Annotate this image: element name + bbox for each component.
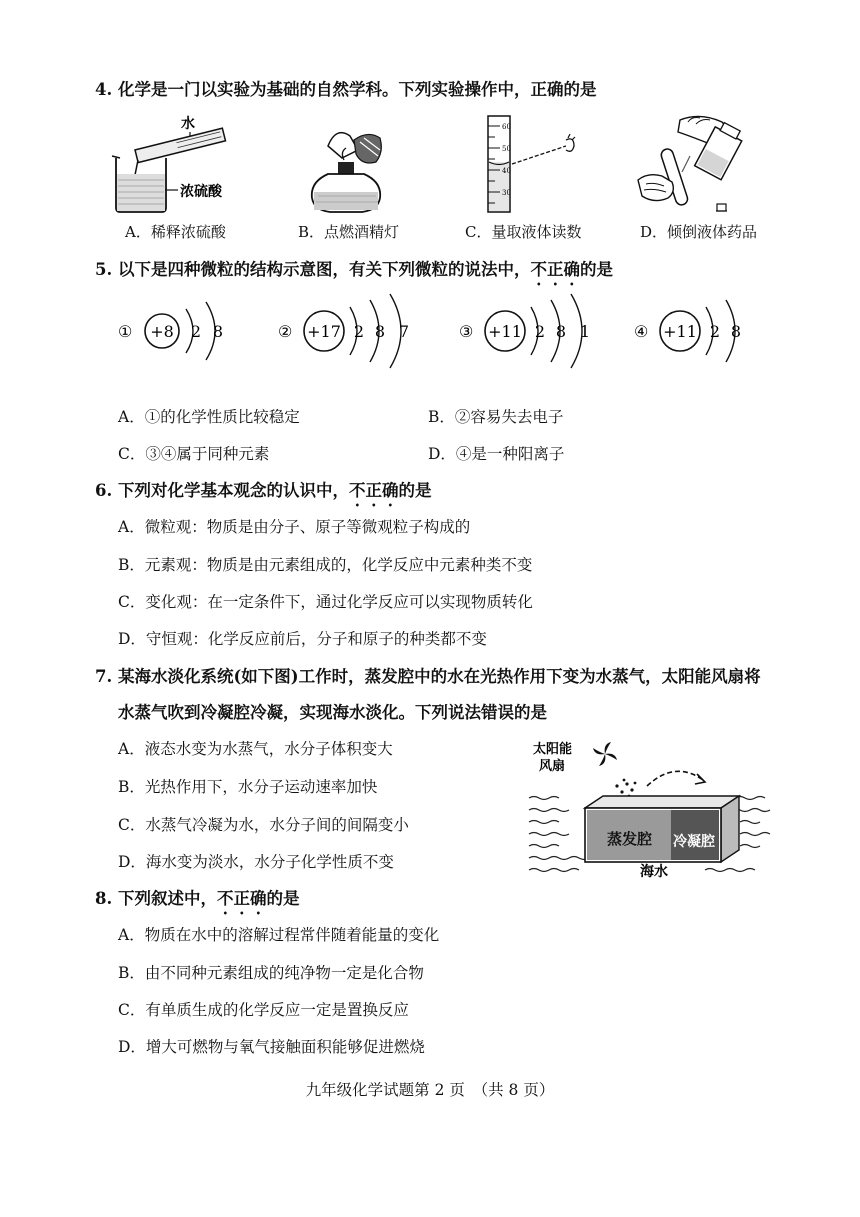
tick-label: 30 [502, 189, 511, 197]
q7-option-d: D．海水变为淡水，水分子化学性质不变 [118, 853, 394, 871]
particle-1 [118, 302, 223, 360]
svg-text:8: 8 [555, 322, 567, 341]
particle-3 [459, 294, 590, 368]
svg-text:④: ④ [634, 322, 649, 341]
figure-cylinder-reading [470, 112, 585, 215]
svg-text:+17: +17 [307, 322, 341, 341]
q8-option-d: D．增大可燃物与氧气接触面积能够促进燃烧 [118, 1038, 425, 1056]
page-footer: 九年级化学试题第 2 页 （共 8 页） [305, 1081, 555, 1099]
svg-text:+11: +11 [663, 322, 697, 341]
svg-text:蒸发腔: 蒸发腔 [607, 830, 653, 848]
atomic-structure-diagrams [110, 290, 790, 375]
q7-option-c: C．水蒸气冷凝为水，水分子间的间隔变小 [118, 816, 409, 834]
q5-option-b: B．②容易失去电子 [428, 408, 564, 426]
svg-text:8: 8 [212, 322, 224, 341]
q7-option-a: A．液态水变为水蒸气，水分子体积变大 [118, 740, 393, 758]
q7-option-b: B．光热作用下，水分子运动速率加快 [118, 778, 378, 796]
q8-option-a: A．物质在水中的溶解过程常伴随着能量的变化 [118, 926, 440, 944]
figure-dilute-acid [108, 110, 238, 215]
q4-option-b: B．点燃酒精灯 [298, 223, 400, 241]
svg-text:8: 8 [730, 322, 742, 341]
q5-option-d: D．④是一种阳离子 [428, 445, 565, 463]
svg-text:8: 8 [374, 322, 386, 341]
svg-text:+8: +8 [150, 322, 174, 341]
particle-2 [278, 294, 409, 368]
svg-text:风扇: 风扇 [539, 759, 566, 774]
svg-text:2: 2 [534, 322, 546, 341]
label-water: 水 [181, 116, 195, 132]
svg-text:1: 1 [579, 322, 591, 341]
q6-option-d: D．守恒观：化学反应前后，分子和原子的种类都不变 [118, 630, 487, 648]
tick-label: 60 [502, 123, 511, 131]
svg-text:+11: +11 [488, 322, 522, 341]
q4-option-a: A．稀释浓硫酸 [125, 223, 226, 241]
q4-option-c: C．量取液体读数 [465, 223, 582, 241]
q5-option-a: A．①的化学性质比较稳定 [118, 408, 300, 426]
svg-text:太阳能: 太阳能 [533, 742, 573, 757]
particle-4 [634, 300, 741, 362]
label-conc-acid: 浓硫酸 [180, 184, 222, 200]
q6-option-c: C．变化观：在一定条件下，通过化学反应可以实现物质转化 [118, 593, 533, 611]
svg-text:①: ① [118, 322, 133, 341]
question-7-stem-line-1: 7. 某海水淡化系统(如下图)工作时，蒸发腔中的水在光热作用下变为水蒸气，太阳能风扇将 [95, 667, 761, 686]
tick-label: 50 [502, 145, 511, 153]
q8-option-c: C．有单质生成的化学反应一定是置换反应 [118, 1001, 409, 1019]
q6-option-b: B．元素观：物质是由元素组成的，化学反应中元素种类不变 [118, 556, 533, 574]
svg-text:冷凝腔: 冷凝腔 [673, 834, 715, 850]
fan-icon [593, 742, 617, 766]
svg-text:2: 2 [190, 322, 202, 341]
svg-text:②: ② [278, 322, 293, 341]
question-6-stem: 6. 下列对化学基本观念的认识中，不正确的是 [95, 481, 432, 500]
figure-alcohol-lamp [298, 122, 408, 215]
q5-option-c: C．③④属于同种元素 [118, 445, 270, 463]
q6-option-a: A．微粒观：物质是由分子、原子等微观粒子构成的 [118, 518, 471, 536]
svg-text:7: 7 [398, 322, 410, 341]
svg-text:2: 2 [709, 322, 721, 341]
figure-pouring-liquid [630, 112, 750, 215]
question-7-stem-line-2: 水蒸气吹到冷凝腔冷凝，实现海水淡化。下列说法错误的是 [118, 703, 547, 722]
figure-desalination-system [525, 738, 775, 883]
question-8-stem: 8. 下列叙述中，不正确的是 [95, 889, 300, 908]
q8-option-b: B．由不同种元素组成的纯净物一定是化合物 [118, 964, 424, 982]
svg-text:海水: 海水 [640, 864, 668, 880]
q4-option-d: D．倾倒液体药品 [640, 223, 758, 241]
question-4-stem: 4. 化学是一门以实验为基础的自然学科。下列实验操作中，正确的是 [95, 80, 597, 99]
svg-text:2: 2 [353, 322, 365, 341]
svg-text:③: ③ [459, 322, 474, 341]
question-5-stem: 5. 以下是四种微粒的结构示意图，有关下列微粒的说法中，不正确的是 [95, 260, 613, 279]
tick-label: 40 [502, 167, 511, 175]
